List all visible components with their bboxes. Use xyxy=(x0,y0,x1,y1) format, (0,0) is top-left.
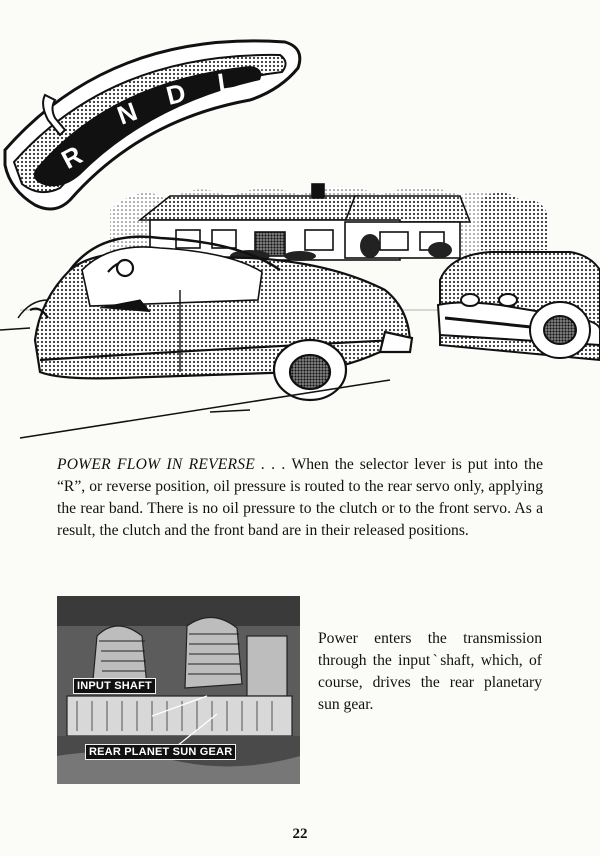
selector-letter-l: L xyxy=(215,66,236,98)
selector-letter-r: R xyxy=(56,139,88,175)
section-heading: POWER FLOW IN REVERSE . . . xyxy=(57,456,286,473)
selector-letter-n: N xyxy=(113,95,142,131)
input-shaft-label: INPUT SHAFT xyxy=(73,678,156,694)
house xyxy=(140,184,470,260)
page-number: 22 xyxy=(292,826,308,842)
main-car xyxy=(18,237,412,400)
transmission-photo xyxy=(57,596,300,784)
paragraph-body: When the selector lever is put into the “R”, or reverse position, oil pressure is routed to the rear servo only, applying the rear band. There is no oil pressure to the clutch or to the front servo. As a result, the clutch and the front band are in their released positions. xyxy=(57,456,543,539)
input-shaft-description: Power enters the transmission through the inputˋshaft, which, of course, drives the rear planetary sun gear. xyxy=(318,630,542,713)
selector-letter-d: D xyxy=(163,77,189,111)
reverse-power-flow-paragraph xyxy=(57,454,543,542)
gear-selector-quadrant xyxy=(5,41,300,209)
parked-car xyxy=(438,252,600,360)
rear-sun-gear-label: REAR PLANET SUN GEAR xyxy=(85,744,236,760)
